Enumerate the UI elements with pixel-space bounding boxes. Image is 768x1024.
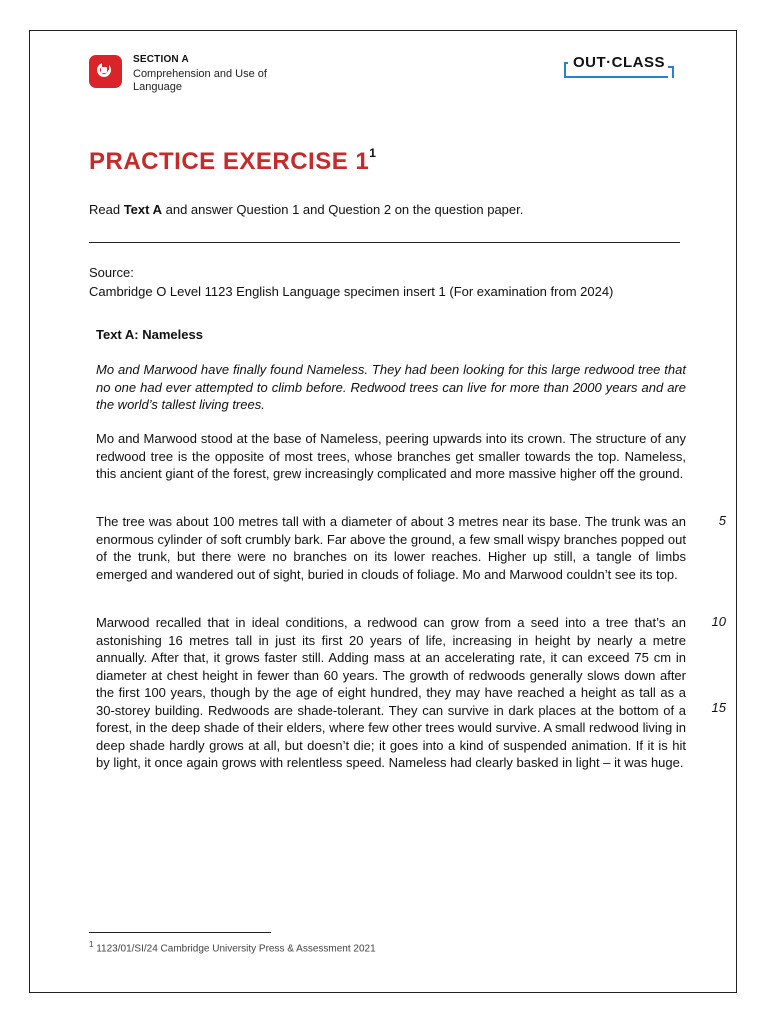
footnote (89, 940, 376, 954)
source-label: Source: (89, 265, 134, 280)
instruction-prefix: Read (89, 202, 124, 217)
brand-text: OUT·CLASS (573, 54, 665, 71)
title-footnote-marker: 1 (369, 146, 377, 160)
instruction-suffix: and answer Question 1 and Question 2 on the question paper. (162, 202, 524, 217)
line-number: 5 (718, 513, 726, 528)
outclass-logo (564, 54, 674, 78)
passage-title: Text A: Nameless (96, 327, 203, 342)
footnote-text: 1123/01/SI/24 Cambridge University Press & Assessment 2021 (96, 943, 376, 955)
passage-paragraph: The tree was about 100 metres tall with a diameter of about 3 metres near its base. The trunk was an enormous cylinder of soft crumbly bark. Far above the ground, a few small wispy branches popped out of the trunk, but there were no branches on its lower reaches. Higher up still, a tangle of limbs emerged and wandered out of sight, buried in clouds of foliage. Mo and Marwood couldn’t see its top. (96, 514, 686, 582)
passage-paragraph: Marwood recalled that in ideal conditions, a redwood can grow from a seed into a tree that’s an astonishing 16 metres tall in just its first 20 years of life, increasing in height by nearly a metre annually. After that, it grows faster still. Adding mass at an accelerating rate, it can exceed 75 cm in diameter at chest height in fewer than 60 years. The growth of redwoods generally slows down after the first 100 years, though by the age of eight hundred, they may have reached a height as tall as a 30-storey building. Redwoods are shade-tolerant. They can survive in dark places at the bottom of a forest, in the deep shade of their elders, where few other trees would survive. A small redwood living in deep shade hardly grows at all, but doesn’t die; it goes into a kind of suspended animation. If it is hit by light, it once again grows with relentless speed. Nameless had clearly basked in light – it was huge. (96, 615, 686, 770)
section-logo-icon (89, 55, 122, 88)
instruction-bold: Text A (123, 202, 162, 217)
instruction (89, 202, 523, 217)
page-title (89, 148, 376, 176)
line-number: 10 (711, 614, 726, 629)
divider (89, 242, 680, 243)
line-number: 15 (711, 700, 726, 715)
section-subtitle: Comprehension and Use of Language (133, 68, 267, 93)
footnote-marker: 1 (89, 940, 94, 949)
section-label: SECTION A (133, 54, 189, 65)
passage-paragraph: Mo and Marwood stood at the base of Nameless, peering upwards into its crown. The structure of any redwood tree is the opposite of most trees, whose branches get smaller towards the top. Nameless, this ancient giant of the forest, grew increasingly complicated and more massive higher off the ground. (96, 431, 686, 481)
page-title-text: PRACTICE EXERCISE 1 (89, 148, 370, 175)
passage-intro: Mo and Marwood have finally found Nameless. They had been looking for this large redwood tree that no one had ever attempted to climb before. Redwood trees can live for more than 2000 years and are the world’s tallest living trees. (96, 362, 686, 412)
footnote-divider (89, 932, 271, 933)
source-text: Cambridge O Level 1123 English Language specimen insert 1 (For examination from 2024) (89, 284, 614, 299)
